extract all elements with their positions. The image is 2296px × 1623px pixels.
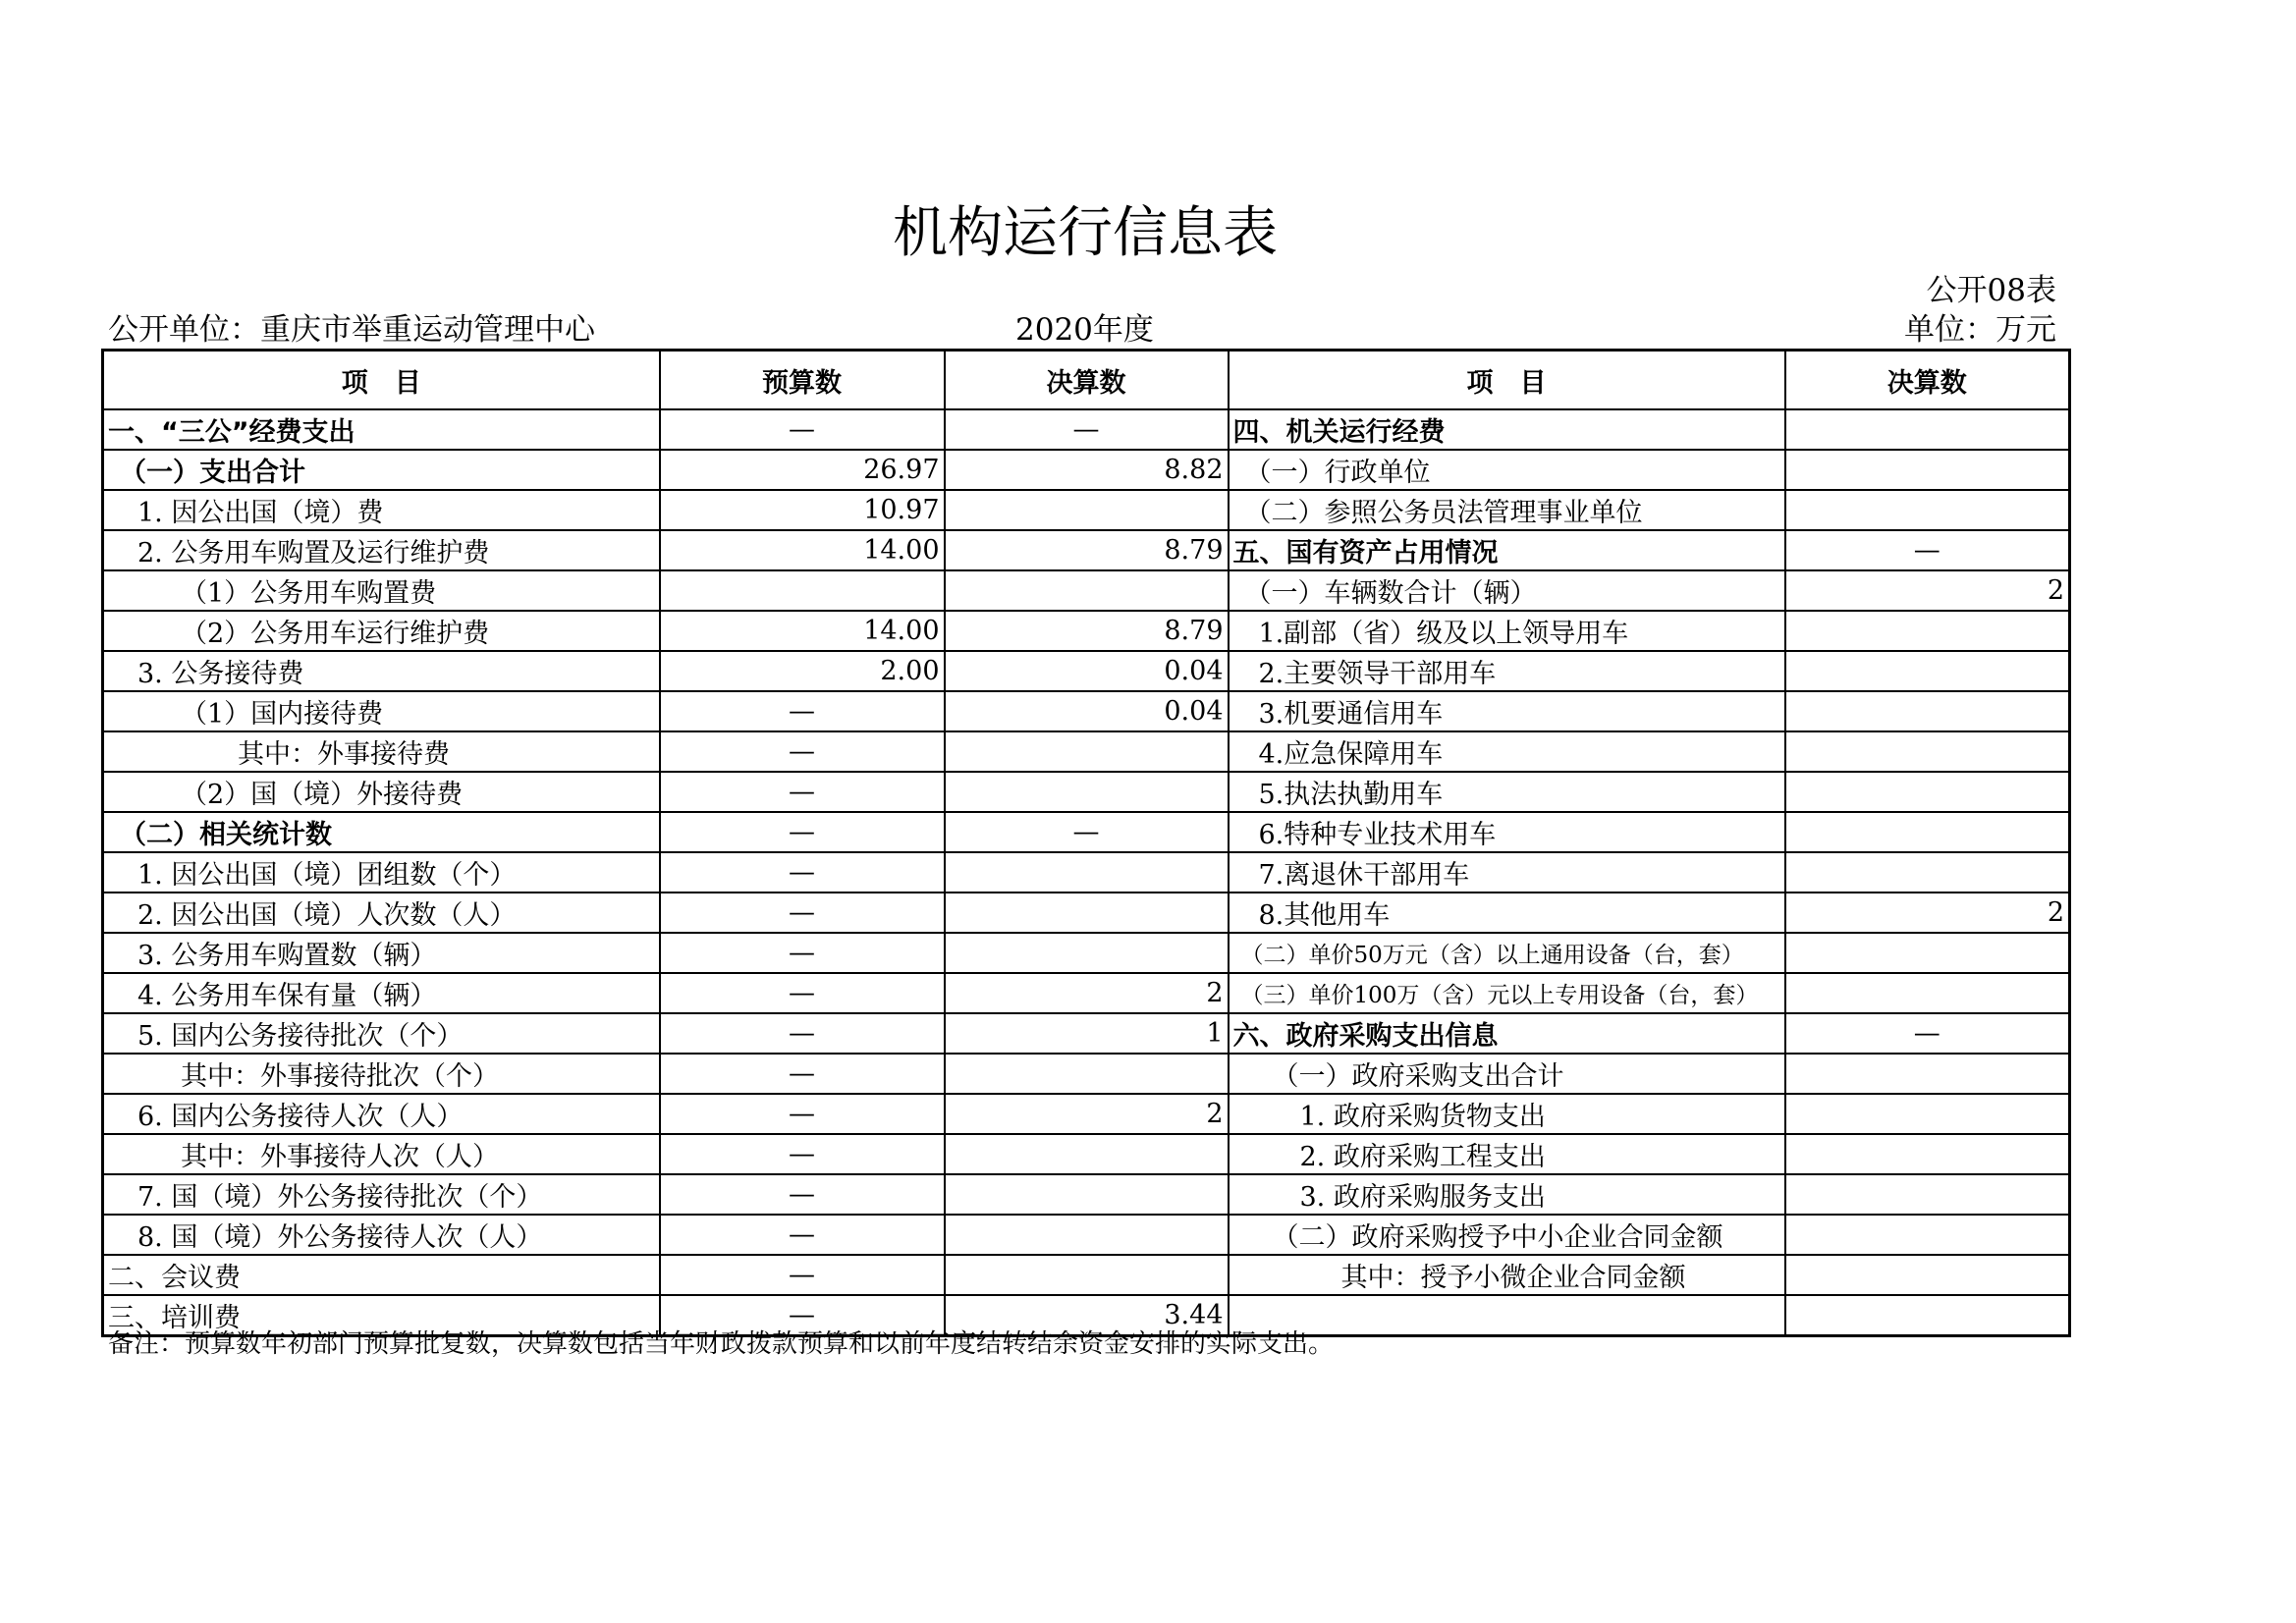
item-right-cell: （一）政府采购支出合计: [1229, 1054, 1785, 1094]
item-right-cell: （一）行政单位: [1229, 450, 1785, 490]
final-cell: [945, 852, 1229, 893]
item-right-cell: 四、机关运行经费: [1229, 409, 1785, 450]
item-right-cell: 3. 政府采购服务支出: [1229, 1174, 1785, 1215]
budget-cell: 26.97: [660, 450, 945, 490]
item-right-cell: 8.其他用车: [1229, 893, 1785, 933]
budget-cell: 14.00: [660, 611, 945, 651]
final-cell: [945, 772, 1229, 812]
budget-cell: —: [660, 772, 945, 812]
final-right-cell: [1785, 852, 2070, 893]
header-item-left: 项 目: [103, 351, 660, 410]
budget-cell: —: [660, 1134, 945, 1174]
header-item-right: 项 目: [1229, 351, 1785, 410]
final-cell: [945, 933, 1229, 973]
item-left-cell: （2）公务用车运行维护费: [103, 611, 660, 651]
final-right-cell: [1785, 691, 2070, 731]
final-right-cell: [1785, 1134, 2070, 1174]
item-right-cell: 6.特种专业技术用车: [1229, 812, 1785, 852]
budget-cell: —: [660, 1295, 945, 1336]
final-cell: 8.79: [945, 530, 1229, 570]
table-row: [103, 530, 2070, 570]
budget-cell: —: [660, 1255, 945, 1295]
item-left-cell: （1）公务用车购置费: [103, 570, 660, 611]
item-right-cell: 1.副部（省）级及以上领导用车: [1229, 611, 1785, 651]
info-table: [101, 349, 2071, 1337]
final-right-cell: [1785, 490, 2070, 530]
final-cell: 8.82: [945, 450, 1229, 490]
final-cell: [945, 731, 1229, 772]
item-right-cell: 3.机要通信用车: [1229, 691, 1785, 731]
item-left-cell: （1）国内接待费: [103, 691, 660, 731]
item-left-cell: 1. 因公出国（境）费: [103, 490, 660, 530]
table-row: [103, 570, 2070, 611]
final-cell: 1: [945, 1013, 1229, 1054]
final-cell: [945, 490, 1229, 530]
final-cell: [945, 1054, 1229, 1094]
table-row: [103, 450, 2070, 490]
table-row: [103, 772, 2070, 812]
reporting-unit: 公开单位：重庆市举重运动管理中心: [108, 312, 595, 348]
budget-cell: 2.00: [660, 651, 945, 691]
final-right-cell: [1785, 651, 2070, 691]
item-right-cell: （三）单价100万（含）元以上专用设备（台，套）: [1229, 973, 1785, 1013]
final-right-cell: [1785, 1094, 2070, 1134]
item-left-cell: 其中：外事接待费: [103, 731, 660, 772]
table-row: [103, 490, 2070, 530]
table-row: [103, 1134, 2070, 1174]
item-left-cell: 2. 因公出国（境）人次数（人）: [103, 893, 660, 933]
table-header-row: [103, 351, 2070, 410]
item-right-cell: （二）政府采购授予中小企业合同金额: [1229, 1215, 1785, 1255]
budget-cell: —: [660, 812, 945, 852]
budget-cell: —: [660, 691, 945, 731]
final-right-cell: [1785, 611, 2070, 651]
final-cell: [945, 1174, 1229, 1215]
table-row: [103, 1215, 2070, 1255]
final-right-cell: [1785, 812, 2070, 852]
final-cell: —: [945, 409, 1229, 450]
final-right-cell: —: [1785, 1013, 2070, 1054]
final-cell: 3.44: [945, 1295, 1229, 1336]
item-right-cell: 六、政府采购支出信息: [1229, 1013, 1785, 1054]
item-left-cell: 6. 国内公务接待人次（人）: [103, 1094, 660, 1134]
table-row: [103, 893, 2070, 933]
header-final-left: 决算数: [945, 351, 1229, 410]
table-row: [103, 812, 2070, 852]
header-final-right: 决算数: [1785, 351, 2070, 410]
table-row: [103, 933, 2070, 973]
budget-cell: —: [660, 933, 945, 973]
final-right-cell: [1785, 1054, 2070, 1094]
item-left-cell: 5. 国内公务接待批次（个）: [103, 1013, 660, 1054]
item-right-cell: 五、国有资产占用情况: [1229, 530, 1785, 570]
final-cell: [945, 1215, 1229, 1255]
budget-cell: —: [660, 1054, 945, 1094]
item-right-cell: 7.离退休干部用车: [1229, 852, 1785, 893]
final-right-cell: [1785, 1215, 2070, 1255]
final-right-cell: [1785, 1174, 2070, 1215]
final-cell: 2: [945, 1094, 1229, 1134]
final-cell: 2: [945, 973, 1229, 1013]
final-right-cell: [1785, 409, 2070, 450]
item-right-cell: 5.执法执勤用车: [1229, 772, 1785, 812]
table-row: [103, 1094, 2070, 1134]
final-right-cell: [1785, 1255, 2070, 1295]
item-left-cell: 3. 公务用车购置数（辆）: [103, 933, 660, 973]
budget-cell: —: [660, 1013, 945, 1054]
item-right-cell: 4.应急保障用车: [1229, 731, 1785, 772]
item-left-cell: 其中：外事接待人次（人）: [103, 1134, 660, 1174]
final-cell: —: [945, 812, 1229, 852]
final-cell: [945, 893, 1229, 933]
budget-cell: [660, 570, 945, 611]
final-right-cell: [1785, 731, 2070, 772]
table-row: [103, 1255, 2070, 1295]
budget-cell: —: [660, 893, 945, 933]
item-left-cell: （二）相关统计数: [103, 812, 660, 852]
final-right-cell: [1785, 450, 2070, 490]
form-number: 公开08表: [1926, 273, 2056, 308]
table-row: [103, 1174, 2070, 1215]
final-right-cell: [1785, 933, 2070, 973]
money-unit: 单位：万元: [1904, 312, 2056, 348]
table-row: [103, 1054, 2070, 1094]
budget-cell: —: [660, 1174, 945, 1215]
budget-cell: —: [660, 1215, 945, 1255]
table-row: [103, 731, 2070, 772]
budget-cell: —: [660, 852, 945, 893]
item-left-cell: 二、会议费: [103, 1255, 660, 1295]
table-row: [103, 651, 2070, 691]
page-title: 机构运行信息表: [893, 201, 1278, 265]
final-right-cell: [1785, 973, 2070, 1013]
table-row: [103, 691, 2070, 731]
header-budget: 预算数: [660, 351, 945, 410]
final-cell: 0.04: [945, 651, 1229, 691]
fiscal-year: 2020年度: [1015, 312, 1154, 348]
item-right-cell: （二）单价50万元（含）以上通用设备（台，套）: [1229, 933, 1785, 973]
item-right-cell: （一）车辆数合计（辆）: [1229, 570, 1785, 611]
budget-cell: —: [660, 409, 945, 450]
table-row: [103, 1013, 2070, 1054]
table-row: [103, 409, 2070, 450]
item-right-cell: 1. 政府采购货物支出: [1229, 1094, 1785, 1134]
item-left-cell: 2. 公务用车购置及运行维护费: [103, 530, 660, 570]
final-right-cell: [1785, 772, 2070, 812]
item-left-cell: （2）国（境）外接待费: [103, 772, 660, 812]
budget-cell: —: [660, 731, 945, 772]
item-left-cell: 8. 国（境）外公务接待人次（人）: [103, 1215, 660, 1255]
final-right-cell: —: [1785, 530, 2070, 570]
final-cell: [945, 1255, 1229, 1295]
item-left-cell: 1. 因公出国（境）团组数（个）: [103, 852, 660, 893]
budget-cell: —: [660, 1094, 945, 1134]
table-row: [103, 973, 2070, 1013]
budget-cell: 10.97: [660, 490, 945, 530]
item-left-cell: 4. 公务用车保有量（辆）: [103, 973, 660, 1013]
item-left-cell: （一）支出合计: [103, 450, 660, 490]
item-right-cell: （二）参照公务员法管理事业单位: [1229, 490, 1785, 530]
final-cell: [945, 1134, 1229, 1174]
final-cell: 0.04: [945, 691, 1229, 731]
final-cell: [945, 570, 1229, 611]
budget-cell: 14.00: [660, 530, 945, 570]
footnote: 备注：预算数年初部门预算批复数，决算数包括当年财政拨款预算和以前年度结转结余资金安排的实际支出。: [108, 1329, 1335, 1359]
item-right-cell: 2. 政府采购工程支出: [1229, 1134, 1785, 1174]
table-row: [103, 611, 2070, 651]
item-left-cell: 一、“三公”经费支出: [103, 409, 660, 450]
final-right-cell: [1785, 1295, 2070, 1336]
table-row: [103, 852, 2070, 893]
item-right-cell: 其中：授予小微企业合同金额: [1229, 1255, 1785, 1295]
final-right-cell: 2: [1785, 570, 2070, 611]
item-left-cell: 7. 国（境）外公务接待批次（个）: [103, 1174, 660, 1215]
item-left-cell: 其中：外事接待批次（个）: [103, 1054, 660, 1094]
final-cell: 8.79: [945, 611, 1229, 651]
budget-cell: —: [660, 973, 945, 1013]
final-right-cell: 2: [1785, 893, 2070, 933]
item-right-cell: 2.主要领导干部用车: [1229, 651, 1785, 691]
item-left-cell: 三、培训费: [103, 1295, 660, 1336]
item-left-cell: 3. 公务接待费: [103, 651, 660, 691]
